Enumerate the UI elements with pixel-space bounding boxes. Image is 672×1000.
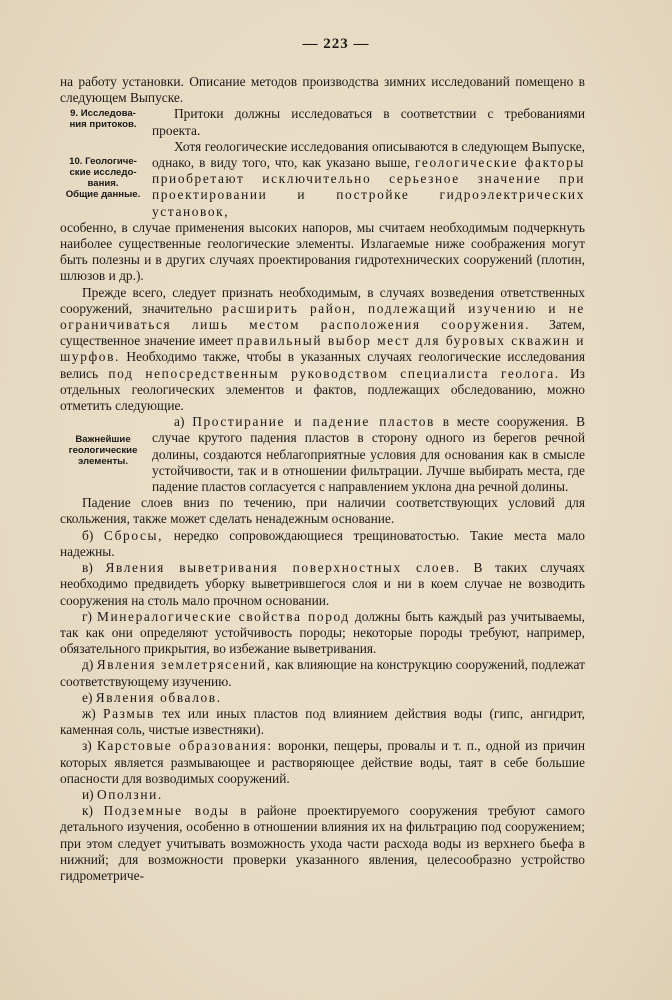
- body-text: [60, 74, 585, 884]
- item-e: [60, 690, 585, 706]
- item-zh-letter: ж): [82, 705, 96, 721]
- first-of-all-d: правильный выбор мест для буровых скважин и шурфов.: [60, 333, 586, 365]
- item-k-letter: к): [82, 803, 93, 819]
- item-zh-title: Размыв: [103, 705, 155, 721]
- item-a-continued: Падение слоев вниз по течению, при наличии соответствующих условий для скольжения, также может сделать ненадежным основание.: [60, 495, 585, 527]
- paragraph-tributaries: Притоки должны исследоваться в соответствии с требованиями проекта.: [152, 106, 585, 138]
- item-a-block: [152, 414, 585, 495]
- item-a-letter: а): [174, 414, 185, 430]
- first-of-all-e: Необходимо также, чтобы в указанных случаях геологические исследования велись: [60, 349, 585, 381]
- item-v: [60, 560, 585, 609]
- paragraph-geology: [152, 139, 585, 220]
- item-b-letter: б): [82, 527, 94, 543]
- item-z-letter: з): [82, 738, 92, 754]
- item-i: [60, 787, 585, 803]
- first-of-all-g: Из отдельных геологических элементов и фактов, подлежащих обследованию, можно отметить следующие.: [60, 365, 585, 414]
- item-g-letter: г): [82, 608, 92, 624]
- paragraph-winter-studies: на работу установки. Описание методов производства зимних исследований помещено в следующем Выпуске.: [60, 74, 585, 106]
- item-b: [60, 528, 585, 560]
- geology-text-b: геологические факторы приобретают исключительно серьезное значение при проектировании и постройке гидроэлектрических установок,: [152, 155, 585, 219]
- item-b-text: нередко сопровождающиеся трещиноватостью. Такие места мало надежны.: [60, 527, 585, 559]
- first-of-all-a: Прежде всего, следует признать необходимым, в случаях возведения ответственных сооружений, значительно: [60, 284, 585, 316]
- item-a-text: в месте сооружения. В случае крутого падения пластов в сторону одного из берегов речной долины, создаются неблагоприятные условия для основания как в смысле устойчивости, так и в отношении фильтрации. Лучше выбирать места, где падение пластов согласуется с направлением уклона дна речной долины.: [152, 414, 585, 495]
- item-k: [60, 803, 585, 884]
- item-e-title: Явления обвалов.: [95, 689, 222, 705]
- item-z-title: Карстовые образования:: [96, 738, 273, 754]
- item-v-title: Явления выветривания поверхностных слоев.: [105, 560, 461, 576]
- item-v-letter: в): [82, 560, 93, 576]
- geology-text-a: Хотя геологические исследования описываются в следующем Выпуске, однако, в виду того, что, как указано выше,: [152, 138, 585, 171]
- item-e-letter: е): [82, 689, 93, 705]
- item-k-text: в районе проектируемого сооружения требуют самого детального изучения, особенно в отношении влияния их на фильтрацию под сооружением; при этом следует учитывать возможность ухода части расхода воды из верхнего бьефа в нижний; для возможности проверки указанного явления, целесообразно устройство гидрометриче-: [60, 803, 585, 883]
- first-of-all-f: под непосредственным руководством специалиста геолога.: [108, 365, 560, 381]
- item-i-title: Оползни.: [97, 786, 163, 802]
- item-zh: [60, 706, 585, 738]
- item-z: [60, 738, 585, 787]
- item-g-title: Минералогические свойства пород: [97, 608, 350, 624]
- page-number: — 223 —: [302, 36, 370, 52]
- item-a-title: Простирание и падение пластов: [192, 414, 435, 430]
- item-d-letter: д): [82, 657, 94, 673]
- item-v-text: В таких случаях необходимо предвидеть уборку выветрившегося слоя и ни в коем случае не возводить сооружения на столь мало прочном основании.: [60, 560, 585, 608]
- first-of-all-c: Затем, существенное значение имеет: [60, 317, 586, 349]
- item-d: [60, 657, 585, 689]
- paragraph-first-of-all: [60, 285, 585, 415]
- item-g-text: должны быть каждый раз учитываемы, так как они определяют устойчивость породы; некоторые породы требуют, например, обязательного прикрытия, во избежание выветривания.: [60, 608, 585, 657]
- side-heading-important-elements-text: Важнейшие геологические элементы.: [68, 434, 138, 467]
- item-k-title: Подземные воды: [103, 803, 230, 819]
- item-z-text: воронки, пещеры, провалы и т. п., одной из причин которых является размывающее и растворяющее действие воды, таят в себе большие опасности для возводимых сооружений.: [60, 738, 585, 786]
- item-i-letter: и): [82, 786, 94, 802]
- item-d-title: Явления землетрясений,: [96, 657, 272, 673]
- side-heading-tributaries-text: 9. Исследова- ния притоков.: [69, 108, 137, 130]
- item-a: [152, 414, 585, 495]
- item-zh-text: тех или иных пластов под влиянием действия воды (гипс, ангидрит, каменная соль, чистые известняки).: [60, 705, 585, 738]
- item-g: [60, 609, 585, 658]
- first-of-all-b: расширить район, подлежащий изучению и не ограничиваться лишь местом расположения сооружения.: [60, 300, 585, 333]
- side-heading-geology-text: 10. Геологиче- ские исследо- вания. Общие данные.: [65, 156, 141, 200]
- item-d-text: как влияющие на конструкцию сооружений, подлежат соответствующему изучению.: [60, 657, 585, 689]
- paragraph-geology-continued: особенно, в случае применения высоких напоров, мы считаем необходимым подчеркнуть наиболее существенные геологические элементы. Излагаемые ниже соображения могут быть полезны и в других случаях проектирования гидротехнических сооружений (плотин, шлюзов и др.).: [60, 219, 585, 284]
- item-b-title: Сбросы,: [103, 527, 164, 543]
